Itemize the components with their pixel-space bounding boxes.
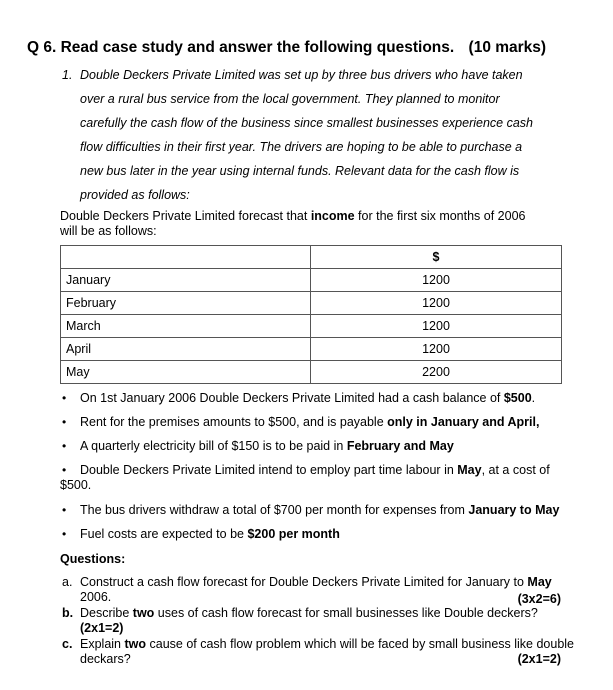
bullet-icon: • bbox=[62, 503, 67, 517]
bullet-item-2 bbox=[80, 415, 539, 429]
question-c-line-1 bbox=[80, 637, 574, 651]
question-c-line-2: deckars? bbox=[80, 652, 131, 666]
question-b-letter: b. bbox=[62, 606, 74, 620]
question-c-text2: cause of cash flow problem which will be faced by small business like double bbox=[146, 637, 575, 651]
forecast-intro-bold: income bbox=[310, 209, 355, 223]
question-a-line-2: 2006. bbox=[80, 590, 112, 604]
question-a-letter: a. bbox=[62, 575, 73, 589]
bullet-1-end: . bbox=[531, 391, 536, 405]
case-study-line-4: flow difficulties in their first year. The drivers are hoping to be able to purchase a bbox=[80, 140, 523, 154]
bullet-item-4 bbox=[80, 463, 550, 477]
forecast-intro-line-1 bbox=[60, 209, 526, 223]
forecast-intro-part1: Double Deckers Private Limited forecast that bbox=[60, 209, 311, 223]
bullet-5-bold: January to May bbox=[468, 503, 560, 517]
question-a-marks: (3x2=6) bbox=[517, 592, 561, 606]
month-cell: March bbox=[61, 315, 311, 338]
table-row bbox=[61, 361, 562, 384]
forecast-intro-line-2: will be as follows: bbox=[60, 224, 157, 238]
case-study-line-2: over a rural bus service from the local government. They planned to monitor bbox=[80, 92, 500, 106]
bullet-icon: • bbox=[62, 391, 67, 405]
forecast-intro-part2: for the first six months of 2006 bbox=[354, 209, 526, 223]
question-title bbox=[27, 39, 546, 57]
bullet-icon: • bbox=[62, 439, 67, 453]
month-cell: April bbox=[61, 338, 311, 361]
currency-header: $ bbox=[311, 246, 562, 269]
bullet-1-text: On 1st January 2006 Double Deckers Private Limited had a cash balance of bbox=[80, 391, 504, 405]
question-c-text1: Explain bbox=[80, 637, 125, 651]
case-study-number: 1. bbox=[62, 68, 73, 82]
case-study-line-1: Double Deckers Private Limited was set up by three bus drivers who have taken bbox=[80, 68, 523, 82]
amount-cell: 1200 bbox=[311, 338, 562, 361]
question-title-text: Q 6. Read case study and answer the following questions. bbox=[27, 39, 455, 56]
question-b-line-1 bbox=[80, 606, 538, 620]
bullet-3-bold: February and May bbox=[346, 439, 454, 453]
amount-cell: 1200 bbox=[311, 315, 562, 338]
question-a-bold: May bbox=[527, 575, 552, 589]
bullet-4-end: , at a cost of bbox=[481, 463, 550, 477]
month-cell: January bbox=[61, 269, 311, 292]
bullet-2-text: Rent for the premises amounts to $500, and is payable bbox=[80, 415, 388, 429]
month-header-cell bbox=[61, 246, 311, 269]
bullet-1-bold: $500 bbox=[503, 391, 532, 405]
question-b-text2: uses of cash flow forecast for small businesses like Double deckers? bbox=[154, 606, 538, 620]
bullet-item-1 bbox=[80, 391, 535, 405]
bullet-icon: • bbox=[62, 527, 67, 541]
bullet-item-3 bbox=[80, 439, 454, 453]
case-study-line-3: carefully the cash flow of the business since smallest businesses experience cash bbox=[80, 116, 534, 130]
case-study-line-6: provided as follows: bbox=[80, 188, 190, 202]
amount-cell: 2200 bbox=[311, 361, 562, 384]
bullet-4-text: Double Deckers Private Limited intend to employ part time labour in bbox=[80, 463, 458, 477]
bullet-4-line-2: $500. bbox=[60, 478, 92, 492]
bullet-5-text: The bus drivers withdraw a total of $700 per month for expenses from bbox=[80, 503, 469, 517]
bullet-6-bold: $200 per month bbox=[247, 527, 340, 541]
month-cell: February bbox=[61, 292, 311, 315]
bullet-icon: • bbox=[62, 463, 67, 477]
table-row bbox=[61, 269, 562, 292]
bullet-4-bold: May bbox=[457, 463, 482, 477]
question-a-text: Construct a cash flow forecast for Double Deckers Private Limited for January to bbox=[80, 575, 528, 589]
question-b-bold: two bbox=[132, 606, 155, 620]
table-row bbox=[61, 315, 562, 338]
question-b-text1: Describe bbox=[80, 606, 133, 620]
table-row bbox=[61, 338, 562, 361]
bullet-6-text: Fuel costs are expected to be bbox=[80, 527, 248, 541]
question-c-letter: c. bbox=[62, 637, 73, 651]
bullet-2-bold: only in January and April, bbox=[387, 415, 540, 429]
question-b-marks: (2x1=2) bbox=[80, 621, 124, 635]
questions-heading: Questions: bbox=[60, 552, 126, 566]
question-a-line-1 bbox=[80, 575, 552, 589]
amount-cell: 1200 bbox=[311, 292, 562, 315]
bullet-icon: • bbox=[62, 415, 67, 429]
month-cell: May bbox=[61, 361, 311, 384]
question-c-marks: (2x1=2) bbox=[517, 652, 561, 666]
question-marks: (10 marks) bbox=[468, 39, 547, 56]
case-study-line-5: new bus later in the year using internal funds. Relevant data for the cash flow is bbox=[80, 164, 520, 178]
amount-cell: 1200 bbox=[311, 269, 562, 292]
income-table-header-row bbox=[61, 246, 562, 269]
income-table bbox=[60, 245, 562, 384]
bullet-3-text: A quarterly electricity bill of $150 is to be paid in bbox=[80, 439, 347, 453]
table-row bbox=[61, 292, 562, 315]
question-c-bold: two bbox=[124, 637, 147, 651]
bullet-item-6 bbox=[80, 527, 340, 541]
bullet-item-5 bbox=[80, 503, 559, 517]
